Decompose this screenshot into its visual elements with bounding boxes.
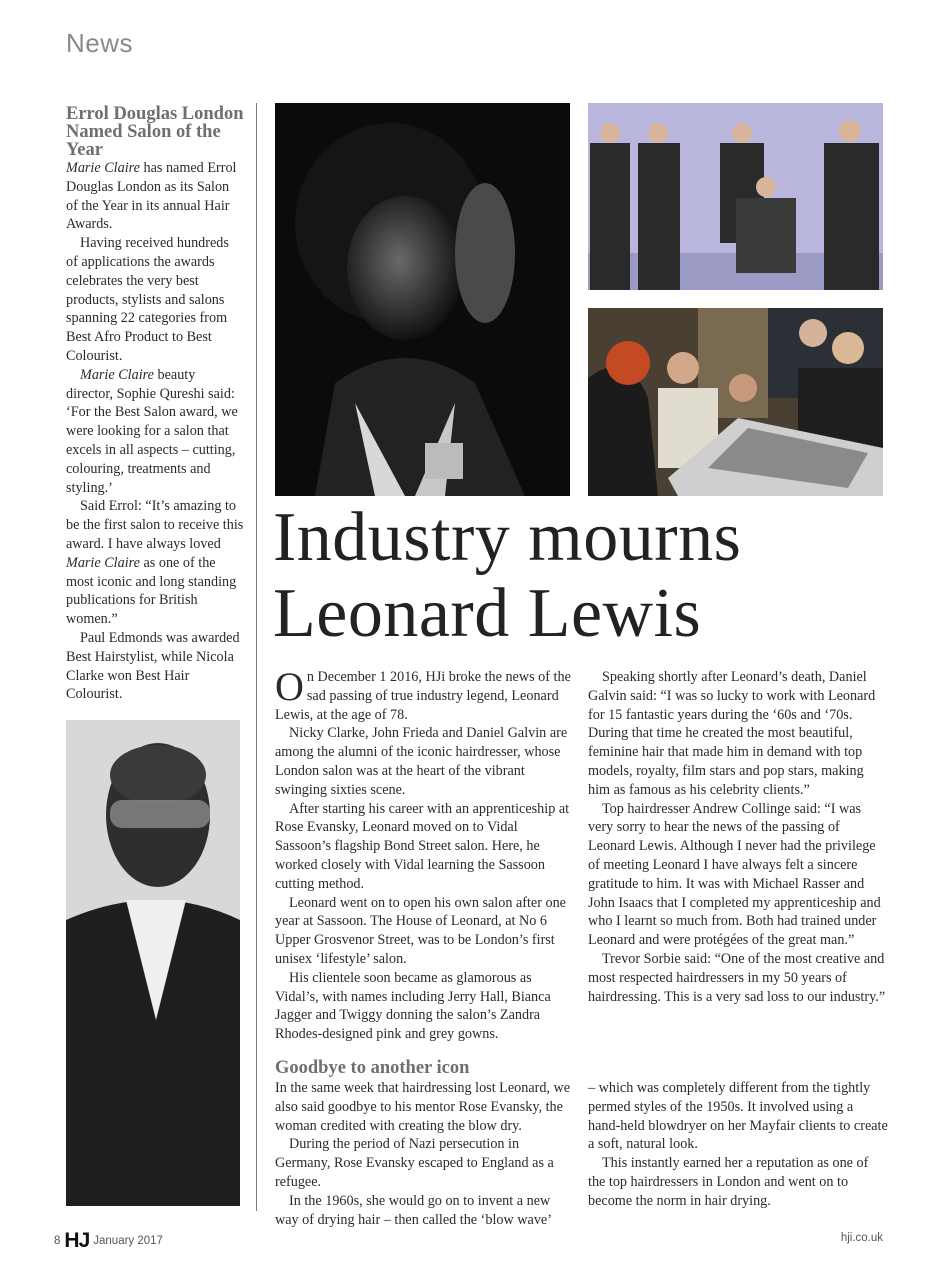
site-url: hji.co.uk <box>840 1232 883 1244</box>
article-column-right <box>588 668 888 1006</box>
article-paragraph: On December 1 2016, HJi broke the news of the sad passing of true industry legend, Leonard Lewis, at the age of 78. <box>275 664 571 723</box>
article-paragraph: Nicky Clarke, John Frieda and Daniel Galvin are among the alumni of the iconic hairdresser, whose London salon was at the heart of the vibrant swinging sixties scene. <box>275 725 568 798</box>
article-headline: Industry mourns Leonard Lewis <box>273 499 742 652</box>
page-footer-left <box>54 1229 163 1253</box>
section-label: News <box>66 28 134 58</box>
drop-cap: O <box>275 664 304 709</box>
article-paragraph: In the 1960s, she would go on to invent a new way of drying hair – then called the ‘blow wave’ <box>275 1192 552 1228</box>
sidebar-body <box>66 159 244 704</box>
article-paragraph: His clientele soon became as glamorous as Vidal’s, with names including Jerry Hall, Bianca Jagger and Twiggy donning the salon’s Zandra Rhodes-designed pink and grey gowns. <box>275 969 551 1043</box>
second-story-column-left <box>275 1079 575 1229</box>
article-paragraph: After starting his career with an apprenticeship at Rose Evansky, Leonard moved on to Vidal Sassoon’s flagship Bond Street salon. Here, he worked closely with Vidal learning the Sassoon cutting method. <box>275 800 570 892</box>
article-subhead: Goodbye to another icon <box>275 1058 470 1078</box>
sidebar-paragraph: Marie Claire beauty director, Sophie Qureshi said: ‘For the Best Salon award, we were looking for a salon that excels in all aspects – cutting, colouring, treatments and styling.’ <box>66 366 238 496</box>
group-at-table-photo <box>588 308 883 496</box>
sidebar-paragraph: Marie Claire has named Errol Douglas London as its Salon of the Year in its annual Hair Awards. <box>66 160 237 233</box>
issue-date: January 2017 <box>93 1235 163 1247</box>
sidebar-story <box>66 105 244 704</box>
sidebar-paragraph: Said Errol: “It’s amazing to be the first salon to receive this award. I have always loved Marie Claire as one of the most iconic and long standing publications for British women.” <box>66 498 244 628</box>
sidebar-paragraph: Having received hundreds of applications the awards celebrates the very best products, stylists and salons spanning 22 categories from Best Afro Product to Best Colourist. <box>66 235 229 364</box>
awards-ceremony-photo <box>588 103 883 290</box>
errol-douglas-portrait-photo <box>66 720 240 1206</box>
page-number: 8 <box>54 1235 61 1247</box>
article-column-left <box>275 664 575 1044</box>
second-story-column-right <box>588 1079 888 1211</box>
hj-logo: HJ <box>64 1229 90 1252</box>
leonard-lewis-portrait-photo <box>275 103 570 496</box>
article-paragraph: Speaking shortly after Leonard’s death, Daniel Galvin said: “I was so lucky to work with Leonard for 15 fantastic years during the ‘60s and ‘70s. During that time he created the most beautiful, feminine hair that made him in demand with top models, royalty, film stars and pop stars, making him as famous as his celebrity clients.” <box>588 669 876 798</box>
article-paragraph: In the same week that hairdressing lost Leonard, we also said goodbye to his mentor Rose Evansky, the woman credited with creating the blow dry. <box>275 1080 571 1134</box>
sidebar-paragraph: Paul Edmonds was awarded Best Hairstylist, while Nicola Clarke won Best Hair Colourist. <box>66 629 240 703</box>
column-divider <box>256 103 257 1211</box>
article-paragraph: This instantly earned her a reputation as one of the top hairdressers in London and went on to become the norm in hair drying. <box>588 1155 869 1209</box>
article-paragraph: During the period of Nazi persecution in Germany, Rose Evansky escaped to England as a refugee. <box>275 1136 554 1190</box>
sidebar-headline: Errol Douglas London Named Salon of the Year <box>66 104 244 160</box>
article-paragraph: Trevor Sorbie said: “One of the most creative and most respected hairdressers in my 50 years of hairdressing. This is a very sad loss to our industry.” <box>588 950 886 1005</box>
article-paragraph: Top hairdresser Andrew Collinge said: “I was very sorry to hear the news of the passing of Leonard Lewis. Although I never had the privilege of meeting Leonard I have always felt a sincere gratitude to him. It was with Michael Rasser and John Isaacs that I completed my apprenticeship and who I learnt so much from. Both had trained under Leonard and were protégées of the great man.” <box>588 800 881 949</box>
article-paragraph: Leonard went on to open his own salon after one year at Sassoon. The House of Leonard, at No 6 Upper Grosvenor Street, was to be London’s first unisex ‘lifestyle’ salon. <box>275 894 566 967</box>
article-paragraph: – which was completely different from the tightly permed styles of the 1950s. It involved using a hand-held blowdryer on her Mayfair clients to create a soft, natural look. <box>588 1080 888 1153</box>
